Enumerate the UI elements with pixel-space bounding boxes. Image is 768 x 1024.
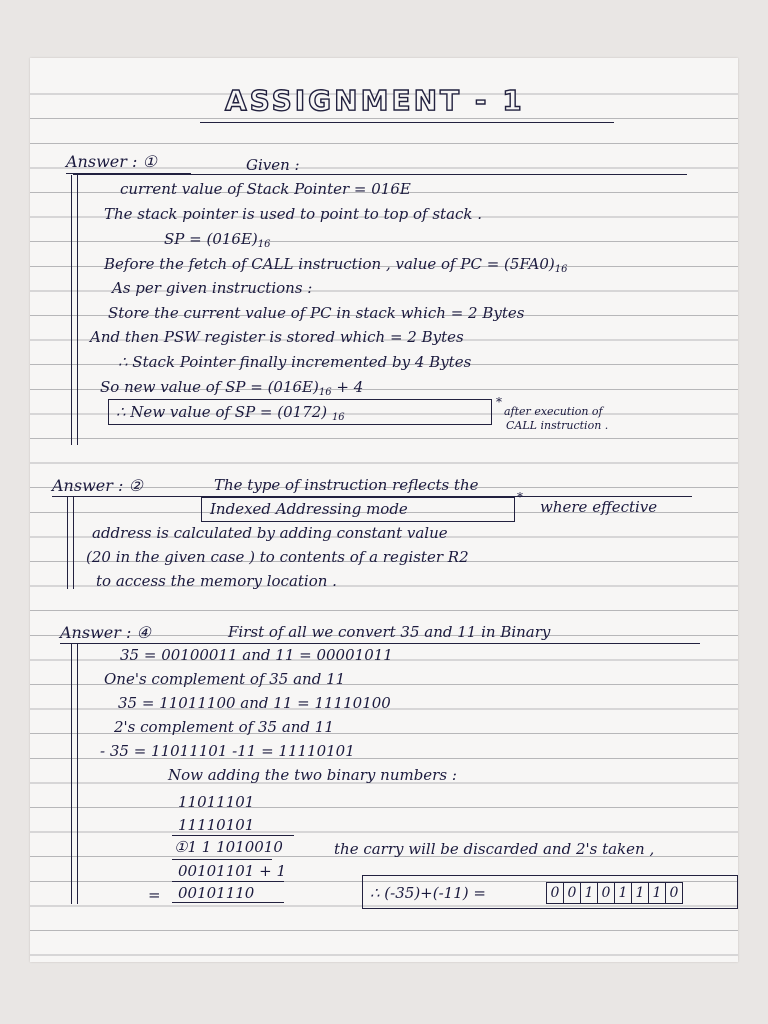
answer4-margin-bar xyxy=(71,644,72,904)
answer2-indexed-mode: Indexed Addressing mode xyxy=(210,500,408,518)
before-fetch-text: Before the fetch of CALL instruction , value of PC = (5FA0) xyxy=(104,255,555,273)
result-bit-cell: 0 xyxy=(669,885,679,901)
new-sp-result-text: ∴ New value of SP = (0172) xyxy=(116,403,328,421)
sp-value-subscript: 16 xyxy=(257,239,271,250)
title-underline xyxy=(200,122,614,123)
answer2-star: * xyxy=(517,490,523,504)
answer1-line-sp-incremented: ∴ Stack Pointer finally incremented by 4 Bytes xyxy=(118,353,472,371)
answer1-margin-bar xyxy=(71,175,72,445)
answer1-line-current-sp: current value of Stack Pointer = 016E xyxy=(120,180,411,198)
answer4-equals: = xyxy=(148,886,161,904)
answer4-final-underline xyxy=(172,902,284,903)
answer4-line-binary: 35 = 00100011 and 11 = 00001011 xyxy=(120,646,393,664)
answer1-line-before-fetch xyxy=(104,257,568,275)
answer2-line-address: address is calculated by adding constant value xyxy=(92,524,448,542)
answer2-line-given-case: (20 in the given case ) to contents of a register R2 xyxy=(86,548,469,566)
answer1-line-psw: And then PSW register is stored which = 2 Bytes xyxy=(90,328,464,346)
answer4-line-twos-complement-title: 2's complement of 35 and 11 xyxy=(114,718,334,736)
answer4-final-binary: 00101110 xyxy=(178,884,255,902)
answer1-line-store-pc: Store the current value of PC in stack which = 2 Bytes xyxy=(108,304,525,322)
answer4-final-rule xyxy=(172,881,284,882)
new-sp-calc-text: So new value of SP = (016E) xyxy=(100,378,319,396)
answer4-line-twos-complement: - 35 = 11011101 -11 = 11110101 xyxy=(100,742,355,760)
result-bit-cell: 1 xyxy=(581,883,598,903)
answer4-line-ones-complement-title: One's complement of 35 and 11 xyxy=(104,670,346,688)
result-bit-cell: 1 xyxy=(615,883,632,903)
result-bit-cell: 1 xyxy=(632,883,649,903)
answer1-line-stack-pointer: The stack pointer is used to point to top of stack . xyxy=(104,205,483,223)
answer4-addend-1: 11011101 xyxy=(178,793,255,811)
plus-four: + 4 xyxy=(331,378,364,396)
answer4-result-label: ∴ (-35)+(-11) = xyxy=(370,884,486,902)
answer2-line-access: to access the memory location . xyxy=(96,572,337,590)
answer4-result-bits xyxy=(546,882,683,904)
answer4-add-one-rule xyxy=(172,859,272,860)
answer4-sum-rule xyxy=(172,835,294,836)
answer2-margin-bar xyxy=(67,497,68,589)
answer1-star: * xyxy=(496,395,502,409)
answer1-line-sp-value xyxy=(164,232,271,250)
answer4-line-now-adding: Now adding the two binary numbers : xyxy=(168,766,457,784)
answer1-line-new-sp-result xyxy=(116,405,345,423)
answer2-heading: Answer : ② xyxy=(52,476,143,495)
answer4-addend-2: 11110101 xyxy=(178,816,255,834)
sp-value-text: SP = (016E) xyxy=(164,230,258,248)
answer1-top-rule xyxy=(73,174,687,175)
new-sp-result-subscript: 16 xyxy=(331,412,345,423)
answer4-heading: Answer : ④ xyxy=(60,623,151,642)
result-bit-cell: 0 xyxy=(598,883,615,903)
result-bit-cell: 1 xyxy=(649,883,666,903)
answer4-sum-with-carry: ①1 1 1010010 xyxy=(174,838,283,856)
answer4-add-one: 00101101 + 1 xyxy=(178,862,286,880)
pc-subscript: 16 xyxy=(554,264,568,275)
answer4-top-rule xyxy=(60,643,700,644)
result-bit-cell: 0 xyxy=(547,883,564,903)
answer4-line-convert: First of all we convert 35 and 11 in Binary xyxy=(228,623,551,641)
answer1-given: Given : xyxy=(246,156,300,174)
answer1-line-new-sp-calc xyxy=(100,380,363,398)
answer1-note-line2: CALL instruction . xyxy=(506,419,609,432)
answer4-carry-note: the carry will be discarded and 2's taken , xyxy=(334,840,655,858)
answer2-line-type: The type of instruction reflects the xyxy=(214,476,479,494)
page-title: ASSIGNMENT - 1 xyxy=(225,84,525,117)
answer1-note-line1: after execution of xyxy=(504,405,603,418)
answer1-line-as-per: As per given instructions : xyxy=(112,279,313,297)
answer4-line-ones-complement: 35 = 11011100 and 11 = 11110100 xyxy=(118,694,391,712)
new-sp-calc-subscript: 16 xyxy=(318,387,332,398)
answer2-margin-bar-2 xyxy=(73,497,74,589)
result-bit-cell: 0 xyxy=(564,883,581,903)
answer1-heading: Answer : ① xyxy=(66,152,157,171)
answer4-margin-bar-2 xyxy=(77,644,78,904)
answer2-line-effective: where effective xyxy=(540,498,658,516)
answer1-margin-bar-2 xyxy=(77,175,78,445)
